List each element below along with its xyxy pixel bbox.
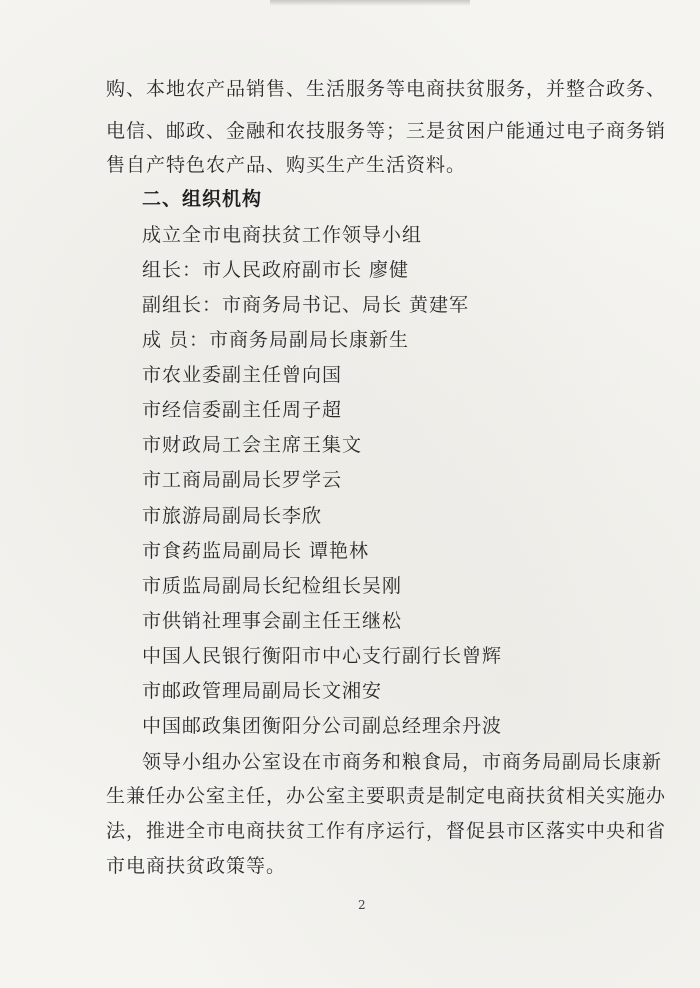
paragraph-line: 领导小组办公室设在市商务和粮食局，市商务局副局长康新 [142, 751, 663, 773]
group-line: 市旅游局副局长李欣 [142, 505, 323, 527]
group-line: 市质监局副局长纪检组长吴刚 [142, 575, 403, 597]
scan-edge-mark [270, 0, 470, 6]
group-line: 中国邮政集团衡阳分公司副总经理余丹波 [142, 715, 503, 737]
group-line: 市供销社理事会副主任王继松 [142, 610, 403, 632]
paragraph-line: 购、本地农产品销售、生活服务等电商扶贫服务，并整合政务、 [106, 78, 667, 100]
group-line: 市工商局副局长罗学云 [142, 469, 343, 491]
group-line: 市食药监局副局长 谭艳林 [142, 540, 370, 562]
group-line: 副组长：市商务局书记、局长 黄建军 [142, 294, 470, 316]
group-line: 市农业委副主任曾向国 [142, 364, 343, 386]
group-line: 成立全市电商扶贫工作领导小组 [142, 224, 423, 246]
group-line: 中国人民银行衡阳市中心支行副行长曾辉 [142, 645, 503, 667]
group-line: 市邮政管理局副局长文湘安 [142, 680, 383, 702]
paragraph-line: 售自产特色农产品、购买生产生活资料。 [106, 154, 467, 176]
paragraph-line: 电信、邮政、金融和农技服务等；三是贫困户能通过电子商务销 [106, 120, 667, 142]
paragraph-line: 生兼任办公室主任，办公室主要职责是制定电商扶贫相关实施办 [106, 785, 667, 807]
group-line: 成 员：市商务局副局长康新生 [142, 329, 410, 351]
paragraph-line: 法，推进全市电商扶贫工作有序运行，督促县市区落实中央和省 [106, 820, 667, 842]
page-number: 2 [358, 898, 366, 912]
paragraph-line: 市电商扶贫政策等。 [106, 855, 287, 877]
section-heading: 二、组织机构 [142, 188, 263, 210]
group-line: 组长：市人民政府副市长 廖健 [142, 259, 410, 281]
group-line: 市经信委副主任周子超 [142, 399, 343, 421]
group-line: 市财政局工会主席王集文 [142, 434, 363, 456]
